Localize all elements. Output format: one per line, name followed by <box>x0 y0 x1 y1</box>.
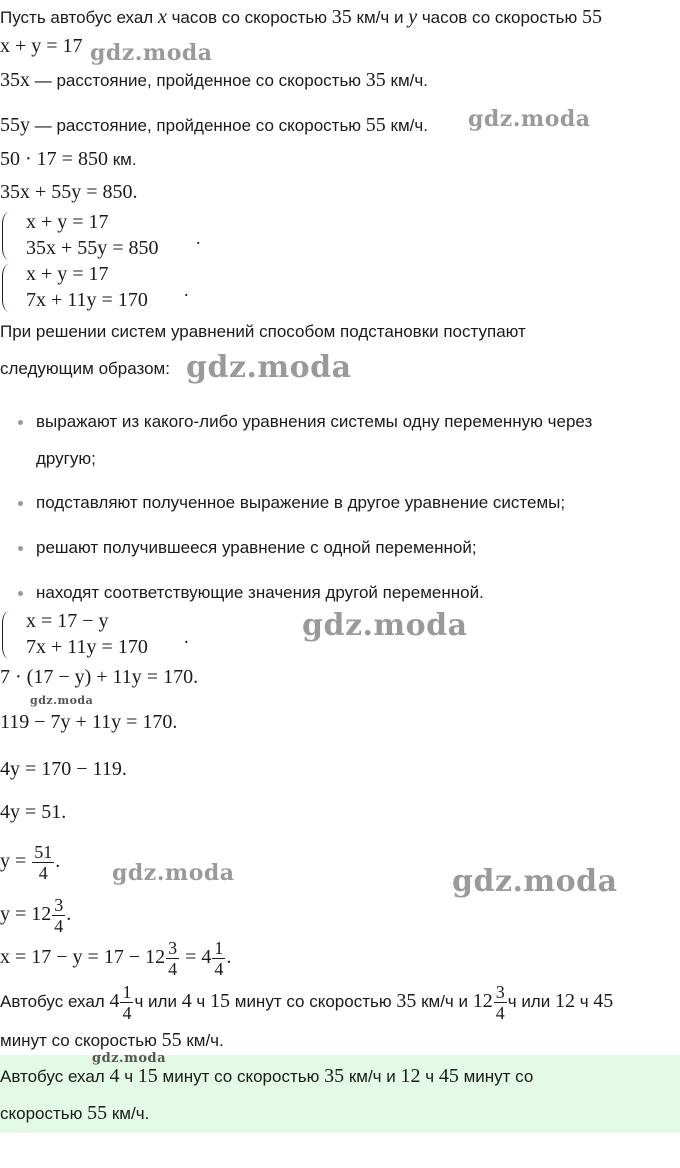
number: 35 <box>324 1065 345 1087</box>
result-line-2 <box>0 1029 224 1052</box>
number: 12 <box>400 1065 421 1087</box>
bullet-item-2: подставляют полученное выражение в другое уравнение системы; <box>36 493 566 512</box>
answer-line-2 <box>0 1102 149 1125</box>
bullet-dot <box>18 591 23 596</box>
equation-distance: 35x + 55y = 850. <box>0 181 138 203</box>
solution-step-5 <box>0 838 60 884</box>
bullet-dot <box>18 420 23 425</box>
method-intro-1: При решении систем уравнений способом подстановки поступают <box>0 322 526 341</box>
equation-sum: x + y = 17 <box>0 35 83 57</box>
solution-step-4: 4y = 51. <box>0 801 67 823</box>
text: минут со скоростью <box>0 1031 157 1050</box>
number: 45 <box>438 1065 459 1087</box>
numerator: 1 <box>214 937 224 958</box>
answer-box <box>0 1055 680 1133</box>
fraction <box>52 895 65 936</box>
bullet-item-3: решают получившееся уравнение с одной переменной; <box>36 538 477 557</box>
solution-step-2: 119 − 7y + 11y = 170. <box>0 711 178 733</box>
text: часов со скоростью <box>421 8 578 27</box>
fraction <box>120 982 133 1023</box>
equation-system-1 <box>0 210 260 262</box>
number: 15 <box>210 990 231 1012</box>
text: — расстояние, пройденное со скоростью <box>34 116 362 135</box>
system-row: 7x + 11y = 170 <box>26 636 148 658</box>
numerator: 51 <box>34 841 53 862</box>
denominator: 4 <box>495 1003 505 1024</box>
text: минут со скоростью <box>234 992 392 1011</box>
equation-system-3 <box>0 609 260 661</box>
text: Автобус ехал <box>0 1067 105 1086</box>
text: км/ч и <box>348 1067 396 1086</box>
answer-line-1 <box>0 1065 533 1088</box>
watermark: gdz.moda <box>90 40 213 66</box>
text: Автобус ехал <box>0 992 105 1011</box>
number: 12 <box>554 990 575 1012</box>
number: 55 <box>365 114 386 136</box>
denominator: 4 <box>122 1003 132 1024</box>
system-dot: . <box>184 627 189 647</box>
bullet-item-4: находят соответствующие значения другой переменной. <box>36 583 484 602</box>
watermark: gdz.moda <box>468 106 591 132</box>
text: км/ч и <box>421 992 468 1011</box>
bullet-item-1-cont: другую; <box>36 449 96 468</box>
number: 55 <box>161 1029 182 1051</box>
text: км/ч. <box>186 1031 224 1050</box>
math-expr: . <box>55 850 61 872</box>
math-expr: 55y <box>0 114 30 136</box>
watermark: gdz.moda <box>302 608 468 643</box>
numerator: 1 <box>122 982 132 1003</box>
distance-line-35 <box>0 69 428 92</box>
numerator: 3 <box>495 982 505 1003</box>
method-intro-2: следующим образом: <box>0 359 170 378</box>
bullet-item-1: выражают из какого-либо уравнения системы одну переменную через <box>36 412 593 431</box>
result-line-1 <box>0 978 613 1025</box>
math-expr: . <box>66 903 72 925</box>
text: км. <box>112 150 137 169</box>
text: км/ч и <box>356 8 404 27</box>
watermark: gdz.moda <box>186 350 352 385</box>
number: 4 <box>181 990 192 1012</box>
math-expr: y = 12 <box>0 903 52 925</box>
number: 4 <box>109 1065 120 1087</box>
fraction <box>32 842 54 883</box>
text: часов со скоростью <box>171 8 328 27</box>
math-expr: y = <box>0 850 27 872</box>
math-expr: x = 17 − y = 17 − 12 <box>0 946 166 968</box>
fraction <box>494 982 507 1023</box>
text: Пусть автобус ехал <box>0 8 154 27</box>
text: ч <box>425 1067 435 1086</box>
system-row: x + y = 17 <box>26 263 109 285</box>
watermark: gdz.moda <box>92 1051 167 1066</box>
text: ч <box>124 1067 134 1086</box>
numerator: 3 <box>168 937 178 958</box>
distance-line-55 <box>0 114 428 137</box>
text: — расстояние, пройденное со скоростью <box>34 71 362 90</box>
system-row: x + y = 17 <box>26 211 109 233</box>
fraction <box>166 938 179 979</box>
denominator: 4 <box>214 958 224 979</box>
numerator: 3 <box>54 894 64 915</box>
system-brace <box>2 264 10 312</box>
text: скоростью <box>0 1104 83 1123</box>
system-row: 35x + 55y = 850 <box>26 237 159 259</box>
text: минут со <box>463 1067 534 1086</box>
intro-line-1 <box>0 6 602 29</box>
solution-step-3: 4y = 170 − 119. <box>0 758 127 780</box>
text: км/ч. <box>111 1104 150 1123</box>
number: 35 <box>365 69 386 91</box>
number: 35 <box>331 6 352 28</box>
text: км/ч. <box>390 71 428 90</box>
system-dot: . <box>184 280 189 300</box>
math-y: y <box>408 6 418 28</box>
denominator: 4 <box>168 958 178 979</box>
system-brace <box>2 212 10 260</box>
system-dot: . <box>196 228 201 248</box>
number: 55 <box>582 6 603 28</box>
solution-step-6 <box>0 891 71 937</box>
math-expr: 35x <box>0 69 30 91</box>
number: 15 <box>137 1065 158 1087</box>
number: 4 <box>109 990 120 1012</box>
solution-step-1: 7 · (17 − y) + 11y = 170. <box>0 666 199 688</box>
text: ч <box>196 992 206 1011</box>
text: минут со скоростью <box>162 1067 320 1086</box>
text: ч <box>579 992 589 1011</box>
math-expr: 50 · 17 = 850 <box>0 148 108 170</box>
math-expr: . <box>226 946 232 968</box>
text: км/ч. <box>390 116 428 135</box>
bullet-dot <box>18 501 23 506</box>
text: ч или <box>134 992 177 1011</box>
denominator: 4 <box>54 915 64 936</box>
fraction <box>212 938 225 979</box>
text: ч или <box>507 992 551 1011</box>
math-x: x <box>157 6 167 28</box>
system-brace <box>2 611 10 659</box>
number: 45 <box>593 990 614 1012</box>
bullet-dot <box>18 546 23 551</box>
total-distance-line <box>0 148 137 171</box>
solution-step-7 <box>0 934 231 980</box>
watermark: gdz.moda <box>452 864 618 899</box>
math-expr: = 4 <box>185 946 212 968</box>
number: 12 <box>472 990 493 1012</box>
equation-system-2 <box>0 262 260 314</box>
system-row: x = 17 − y <box>26 610 109 632</box>
number: 35 <box>396 990 417 1012</box>
denominator: 4 <box>38 862 48 883</box>
watermark: gdz.moda <box>30 694 94 707</box>
number: 55 <box>87 1102 108 1124</box>
watermark: gdz.moda <box>112 860 235 886</box>
system-row: 7x + 11y = 170 <box>26 289 148 311</box>
